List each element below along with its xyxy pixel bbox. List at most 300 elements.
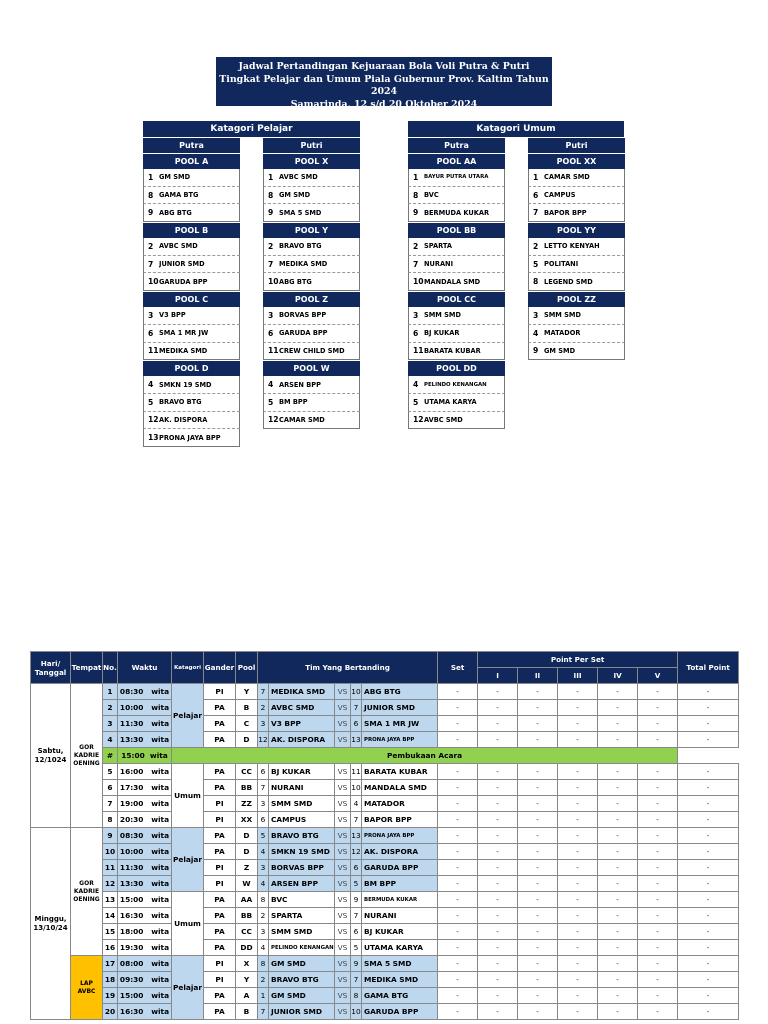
point-set-4-cell: - xyxy=(598,796,638,812)
point-set-1-cell: - xyxy=(478,700,518,716)
versus-label: VS xyxy=(335,988,351,1004)
team2-seed: 9 xyxy=(351,956,362,972)
set-score-cell: - xyxy=(438,844,478,860)
team1-name: V3 BPP xyxy=(269,716,335,732)
document-title-block xyxy=(216,57,552,110)
time-value: 15:00 xyxy=(119,991,144,1000)
pool-team-row xyxy=(408,343,505,361)
point-set-1-cell: - xyxy=(478,860,518,876)
point-set-5-cell: - xyxy=(638,780,678,796)
pool-team-list xyxy=(408,238,505,291)
team1-name: CAMPUS xyxy=(269,812,335,828)
gender-cell: PI xyxy=(204,860,236,876)
team-seed-number: 4 xyxy=(148,380,154,390)
set-score-cell: - xyxy=(438,764,478,780)
pool-team-row xyxy=(143,376,240,394)
versus-label: VS xyxy=(335,876,351,892)
point-set-5-cell: - xyxy=(638,860,678,876)
point-set-4-cell: - xyxy=(598,1004,638,1020)
team-name: BJ KUKAR xyxy=(424,329,460,338)
gender-header-putra: Putra xyxy=(143,137,240,153)
gender-cell: PA xyxy=(204,732,236,748)
pool-team-list xyxy=(143,376,240,447)
pool-team-row xyxy=(408,412,505,430)
point-set-1-cell: - xyxy=(478,796,518,812)
time-value: 09:30 xyxy=(119,975,144,984)
team-seed-number: 3 xyxy=(533,310,539,320)
table-row xyxy=(31,764,739,780)
pool-team-row xyxy=(408,307,505,325)
team-seed-number: 6 xyxy=(268,328,274,338)
pool-team-list xyxy=(263,376,360,429)
category-cell: Umum xyxy=(172,892,204,956)
pool-cell: Y xyxy=(236,972,258,988)
set-score-cell: - xyxy=(438,732,478,748)
team2-name: ABG BTG xyxy=(362,684,438,700)
team1-seed: 3 xyxy=(258,924,269,940)
pool-team-row xyxy=(143,307,240,325)
title-line-1: Jadwal Pertandingan Kejuaraan Bola Voli Putra & Putri xyxy=(238,61,530,72)
set-score-cell: - xyxy=(438,684,478,700)
pool-cell: BB xyxy=(236,908,258,924)
versus-label: VS xyxy=(335,892,351,908)
team-name: NURANI xyxy=(424,260,454,269)
point-set-3-cell: - xyxy=(558,764,598,780)
team-seed-number: 9 xyxy=(268,208,274,218)
team-seed-number: 9 xyxy=(533,346,539,356)
match-time xyxy=(118,700,172,716)
point-set-2-cell: - xyxy=(518,972,558,988)
match-time xyxy=(118,780,172,796)
match-time xyxy=(118,988,172,1004)
team2-seed: 10 xyxy=(351,1004,362,1020)
pool-team-row xyxy=(408,273,505,291)
gender-cell: PA xyxy=(204,924,236,940)
team-name: POLITANI xyxy=(544,260,579,269)
team2-name: BM BPP xyxy=(362,876,438,892)
gender-cell: PI xyxy=(204,956,236,972)
col-header-pool: Pool xyxy=(236,652,258,684)
venue-cell: GOR KADRIE OENING xyxy=(71,684,103,828)
point-set-2-cell: - xyxy=(518,876,558,892)
set-score-cell: - xyxy=(438,940,478,956)
team-seed-number: 2 xyxy=(268,241,274,251)
match-time xyxy=(118,828,172,844)
pool-team-list xyxy=(528,169,625,222)
gender-cell: PI xyxy=(204,876,236,892)
team-name: ABG BTG xyxy=(279,277,312,286)
team-name: AVBC SMD xyxy=(159,242,198,251)
team2-seed: 6 xyxy=(351,924,362,940)
point-set-3-cell: - xyxy=(558,796,598,812)
point-set-1-cell: - xyxy=(478,876,518,892)
point-set-4-cell: - xyxy=(598,876,638,892)
point-set-3-cell: - xyxy=(558,988,598,1004)
opening-label: Pembukaan Acara xyxy=(172,748,678,764)
col-header-time: Waktu xyxy=(118,652,172,684)
team-name: GM SMD xyxy=(279,191,311,200)
team-seed-number: 11 xyxy=(268,346,279,356)
pool-header: POOL CC xyxy=(408,291,505,307)
point-set-1-cell: - xyxy=(478,892,518,908)
team2-seed: 9 xyxy=(351,892,362,908)
time-zone: wita xyxy=(151,783,170,792)
gender-header-putra: Putra xyxy=(408,137,505,153)
title-line-2: Tingkat Pelajar dan Umum Piala Gubernur Prov. Kaltim Tahun 2024 xyxy=(219,73,549,97)
gender-cell: PA xyxy=(204,780,236,796)
set-score-cell: - xyxy=(438,812,478,828)
match-number: 7 xyxy=(103,796,118,812)
versus-label: VS xyxy=(335,908,351,924)
time-zone: wita xyxy=(151,895,170,904)
team-name: MANDALA SMD xyxy=(424,277,481,286)
team-name: SMM SMD xyxy=(424,311,461,320)
total-point-cell: - xyxy=(678,796,739,812)
pool-team-row xyxy=(263,307,360,325)
set-score-cell: - xyxy=(438,700,478,716)
team1-seed: 5 xyxy=(258,828,269,844)
team1-name: BVC xyxy=(269,892,335,908)
pool-column-umum-putri xyxy=(528,137,625,360)
point-set-3-cell: - xyxy=(558,828,598,844)
match-number: # xyxy=(103,748,118,764)
table-row xyxy=(31,684,739,700)
gender-cell: PA xyxy=(204,988,236,1004)
team-seed-number: 2 xyxy=(533,241,539,251)
team1-seed: 8 xyxy=(258,892,269,908)
match-time xyxy=(118,732,172,748)
team-name: CREW CHILD SMD xyxy=(279,346,345,355)
total-point-cell: - xyxy=(678,860,739,876)
point-set-4-cell: - xyxy=(598,812,638,828)
pool-header: POOL D xyxy=(143,360,240,376)
match-time xyxy=(118,892,172,908)
set-score-cell: - xyxy=(438,1004,478,1020)
point-set-2-cell: - xyxy=(518,684,558,700)
match-schedule-table xyxy=(30,651,739,1020)
pool-cell: C xyxy=(236,716,258,732)
versus-label: VS xyxy=(335,812,351,828)
table-row xyxy=(31,956,739,972)
point-set-3-cell: - xyxy=(558,876,598,892)
team-name: SMA 5 SMD xyxy=(279,208,322,217)
team2-seed: 5 xyxy=(351,940,362,956)
pool-team-row xyxy=(263,394,360,412)
match-time xyxy=(118,956,172,972)
time-zone: wita xyxy=(151,767,170,776)
col-header-set-1: I xyxy=(478,668,518,684)
time-zone: wita xyxy=(151,703,170,712)
total-point-cell: - xyxy=(678,956,739,972)
time-value: 16:30 xyxy=(119,1007,144,1016)
total-point-cell: - xyxy=(678,732,739,748)
point-set-5-cell: - xyxy=(638,876,678,892)
set-score-cell: - xyxy=(438,892,478,908)
total-point-cell: - xyxy=(678,716,739,732)
col-header-place: Tempat xyxy=(71,652,103,684)
time-zone: wita xyxy=(151,687,170,696)
pool-team-row xyxy=(143,187,240,205)
match-number: 1 xyxy=(103,684,118,700)
team-name: LETTO KENYAH xyxy=(544,242,600,251)
time-value: 16:30 xyxy=(119,911,144,920)
total-point-cell: - xyxy=(678,908,739,924)
point-set-1-cell: - xyxy=(478,1004,518,1020)
pool-team-list xyxy=(263,238,360,291)
team1-seed: 2 xyxy=(258,972,269,988)
point-set-5-cell: - xyxy=(638,940,678,956)
match-time xyxy=(118,748,172,764)
match-time xyxy=(118,972,172,988)
team1-name: BRAVO BTG xyxy=(269,828,335,844)
team-name: LEGEND SMD xyxy=(544,277,593,286)
match-number: 18 xyxy=(103,972,118,988)
team-seed-number: 8 xyxy=(148,190,154,200)
total-point-cell: - xyxy=(678,828,739,844)
point-set-5-cell: - xyxy=(638,812,678,828)
team2-name: SMA 5 SMD xyxy=(362,956,438,972)
title-line-3: Samarinda, 12 s/d 20 Oktober 2024 xyxy=(290,98,478,110)
pool-team-row xyxy=(143,169,240,187)
time-zone: wita xyxy=(151,735,170,744)
table-row xyxy=(31,828,739,844)
point-set-1-cell: - xyxy=(478,732,518,748)
point-set-3-cell: - xyxy=(558,860,598,876)
table-row xyxy=(31,796,739,812)
pool-team-row xyxy=(143,429,240,447)
time-value: 19:00 xyxy=(119,799,144,808)
team2-name: GAMA BTG xyxy=(362,988,438,1004)
team2-name: BAPOR BPP xyxy=(362,812,438,828)
team-seed-number: 5 xyxy=(413,397,419,407)
point-set-4-cell: - xyxy=(598,844,638,860)
table-row xyxy=(31,940,739,956)
time-value: 08:30 xyxy=(119,687,144,696)
time-zone: wita xyxy=(151,863,170,872)
team-seed-number: 11 xyxy=(413,346,424,356)
team-name: BORVAS BPP xyxy=(279,311,327,320)
match-number: 19 xyxy=(103,988,118,1004)
table-row xyxy=(31,892,739,908)
team-name: BRAVO BTG xyxy=(159,398,202,407)
pool-cell: AA xyxy=(236,892,258,908)
point-set-4-cell: - xyxy=(598,828,638,844)
pool-header: POOL BB xyxy=(408,222,505,238)
point-set-1-cell: - xyxy=(478,684,518,700)
pool-team-list xyxy=(408,169,505,222)
pool-cell: A xyxy=(236,988,258,1004)
opening-row xyxy=(31,748,739,764)
team1-name: GM SMD xyxy=(269,988,335,1004)
team1-seed: 8 xyxy=(258,956,269,972)
team-name: CAMAR SMD xyxy=(279,415,325,424)
team2-name: PRONA JAYA BPP xyxy=(362,828,438,844)
pool-team-list xyxy=(143,307,240,360)
point-set-3-cell: - xyxy=(558,780,598,796)
col-header-gender: Gander xyxy=(204,652,236,684)
team2-name: BJ KUKAR xyxy=(362,924,438,940)
pool-team-row xyxy=(528,238,625,256)
team1-name: JUNIOR SMD xyxy=(269,1004,335,1020)
team2-name: BERMUDA KUKAR xyxy=(362,892,438,908)
pool-team-list xyxy=(263,169,360,222)
team1-seed: 4 xyxy=(258,940,269,956)
team2-name: AK. DISPORA xyxy=(362,844,438,860)
pool-cell: D xyxy=(236,844,258,860)
gender-header-putri: Putri xyxy=(263,137,360,153)
team2-seed: 7 xyxy=(351,972,362,988)
team-seed-number: 12 xyxy=(148,415,159,425)
table-row xyxy=(31,1004,739,1020)
point-set-2-cell: - xyxy=(518,956,558,972)
point-set-1-cell: - xyxy=(478,956,518,972)
pool-team-row xyxy=(143,238,240,256)
total-point-cell: - xyxy=(678,700,739,716)
match-number: 14 xyxy=(103,908,118,924)
pool-header: POOL Z xyxy=(263,291,360,307)
team-name: JUNIOR SMD xyxy=(159,260,205,269)
match-number: 10 xyxy=(103,844,118,860)
team-name: AVBC SMD xyxy=(424,415,463,424)
versus-label: VS xyxy=(335,860,351,876)
team2-name: UTAMA KARYA xyxy=(362,940,438,956)
pool-header: POOL YY xyxy=(528,222,625,238)
time-zone: wita xyxy=(151,959,170,968)
team1-seed: 2 xyxy=(258,700,269,716)
team-name: BVC xyxy=(424,191,439,200)
pool-header: POOL DD xyxy=(408,360,505,376)
pool-cell: XX xyxy=(236,812,258,828)
gender-cell: PA xyxy=(204,908,236,924)
point-set-1-cell: - xyxy=(478,828,518,844)
pool-team-row xyxy=(263,325,360,343)
total-point-cell: - xyxy=(678,892,739,908)
point-set-5-cell: - xyxy=(638,716,678,732)
total-point-cell: - xyxy=(678,812,739,828)
point-set-2-cell: - xyxy=(518,732,558,748)
point-set-3-cell: - xyxy=(558,1004,598,1020)
team1-name: SPARTA xyxy=(269,908,335,924)
team1-seed: 2 xyxy=(258,908,269,924)
col-header-teams: Tim Yang Bertanding xyxy=(258,652,438,684)
team-seed-number: 1 xyxy=(533,172,539,182)
team1-name: SMKN 19 SMD xyxy=(269,844,335,860)
point-set-5-cell: - xyxy=(638,828,678,844)
gender-cell: PI xyxy=(204,972,236,988)
team-seed-number: 10 xyxy=(148,277,159,287)
team-seed-number: 7 xyxy=(413,259,419,269)
time-value: 08:00 xyxy=(119,959,144,968)
pool-header: POOL ZZ xyxy=(528,291,625,307)
col-header-set: Set xyxy=(438,652,478,684)
total-point-cell: - xyxy=(678,764,739,780)
total-point-cell: - xyxy=(678,972,739,988)
versus-label: VS xyxy=(335,716,351,732)
match-time xyxy=(118,876,172,892)
point-set-3-cell: - xyxy=(558,972,598,988)
point-set-2-cell: - xyxy=(518,780,558,796)
pool-cell: D xyxy=(236,828,258,844)
point-set-1-cell: - xyxy=(478,988,518,1004)
time-value: 11:30 xyxy=(119,863,144,872)
team2-name: GARUDA BPP xyxy=(362,1004,438,1020)
point-set-2-cell: - xyxy=(518,716,558,732)
match-time xyxy=(118,844,172,860)
match-time xyxy=(118,1004,172,1020)
team-name: BAYUR PUTRA UTARA xyxy=(424,174,489,181)
team1-name: SMM SMD xyxy=(269,924,335,940)
point-set-4-cell: - xyxy=(598,988,638,1004)
team-seed-number: 1 xyxy=(268,172,274,182)
pool-cell: B xyxy=(236,700,258,716)
table-row xyxy=(31,924,739,940)
pool-team-row xyxy=(408,187,505,205)
category-cell: Pelajar xyxy=(172,828,204,892)
match-number: 9 xyxy=(103,828,118,844)
match-time xyxy=(118,908,172,924)
team-name: AK. DISPORA xyxy=(159,415,208,424)
total-point-cell: - xyxy=(678,988,739,1004)
set-score-cell: - xyxy=(438,988,478,1004)
pool-cell: Z xyxy=(236,860,258,876)
team-name: MEDIKA SMD xyxy=(159,346,208,355)
point-set-5-cell: - xyxy=(638,908,678,924)
pool-team-row xyxy=(528,307,625,325)
team-seed-number: 1 xyxy=(413,172,419,182)
pool-team-row xyxy=(263,256,360,274)
point-set-2-cell: - xyxy=(518,764,558,780)
versus-label: VS xyxy=(335,684,351,700)
match-number: 13 xyxy=(103,892,118,908)
pool-cell: D xyxy=(236,732,258,748)
col-header-set-5: V xyxy=(638,668,678,684)
team1-seed: 4 xyxy=(258,844,269,860)
team-seed-number: 1 xyxy=(148,172,154,182)
team-seed-number: 5 xyxy=(268,397,274,407)
gender-cell: PA xyxy=(204,844,236,860)
point-set-5-cell: - xyxy=(638,956,678,972)
time-zone: wita xyxy=(151,943,170,952)
point-set-1-cell: - xyxy=(478,764,518,780)
team-seed-number: 8 xyxy=(533,277,539,287)
team-name: V3 BPP xyxy=(159,311,186,320)
team-name: SMM SMD xyxy=(544,311,581,320)
pool-team-row xyxy=(143,204,240,222)
team-seed-number: 3 xyxy=(413,310,419,320)
team2-name: PRONA JAYA BPP xyxy=(362,732,438,748)
team1-name: BRAVO BTG xyxy=(269,972,335,988)
versus-label: VS xyxy=(335,700,351,716)
team-seed-number: 5 xyxy=(148,397,154,407)
pool-team-list xyxy=(263,307,360,360)
team-name: GM SMD xyxy=(159,173,191,182)
col-header-no: No. xyxy=(103,652,118,684)
table-row xyxy=(31,716,739,732)
time-zone: wita xyxy=(151,1007,170,1016)
set-score-cell: - xyxy=(438,924,478,940)
team-seed-number: 11 xyxy=(148,346,159,356)
team-seed-number: 3 xyxy=(268,310,274,320)
team-seed-number: 13 xyxy=(148,433,159,443)
pool-team-row xyxy=(528,325,625,343)
time-zone: wita xyxy=(151,911,170,920)
time-zone: wita xyxy=(149,751,168,760)
versus-label: VS xyxy=(335,732,351,748)
point-set-5-cell: - xyxy=(638,844,678,860)
team2-seed: 7 xyxy=(351,908,362,924)
team-seed-number: 7 xyxy=(533,208,539,218)
set-score-cell: - xyxy=(438,972,478,988)
